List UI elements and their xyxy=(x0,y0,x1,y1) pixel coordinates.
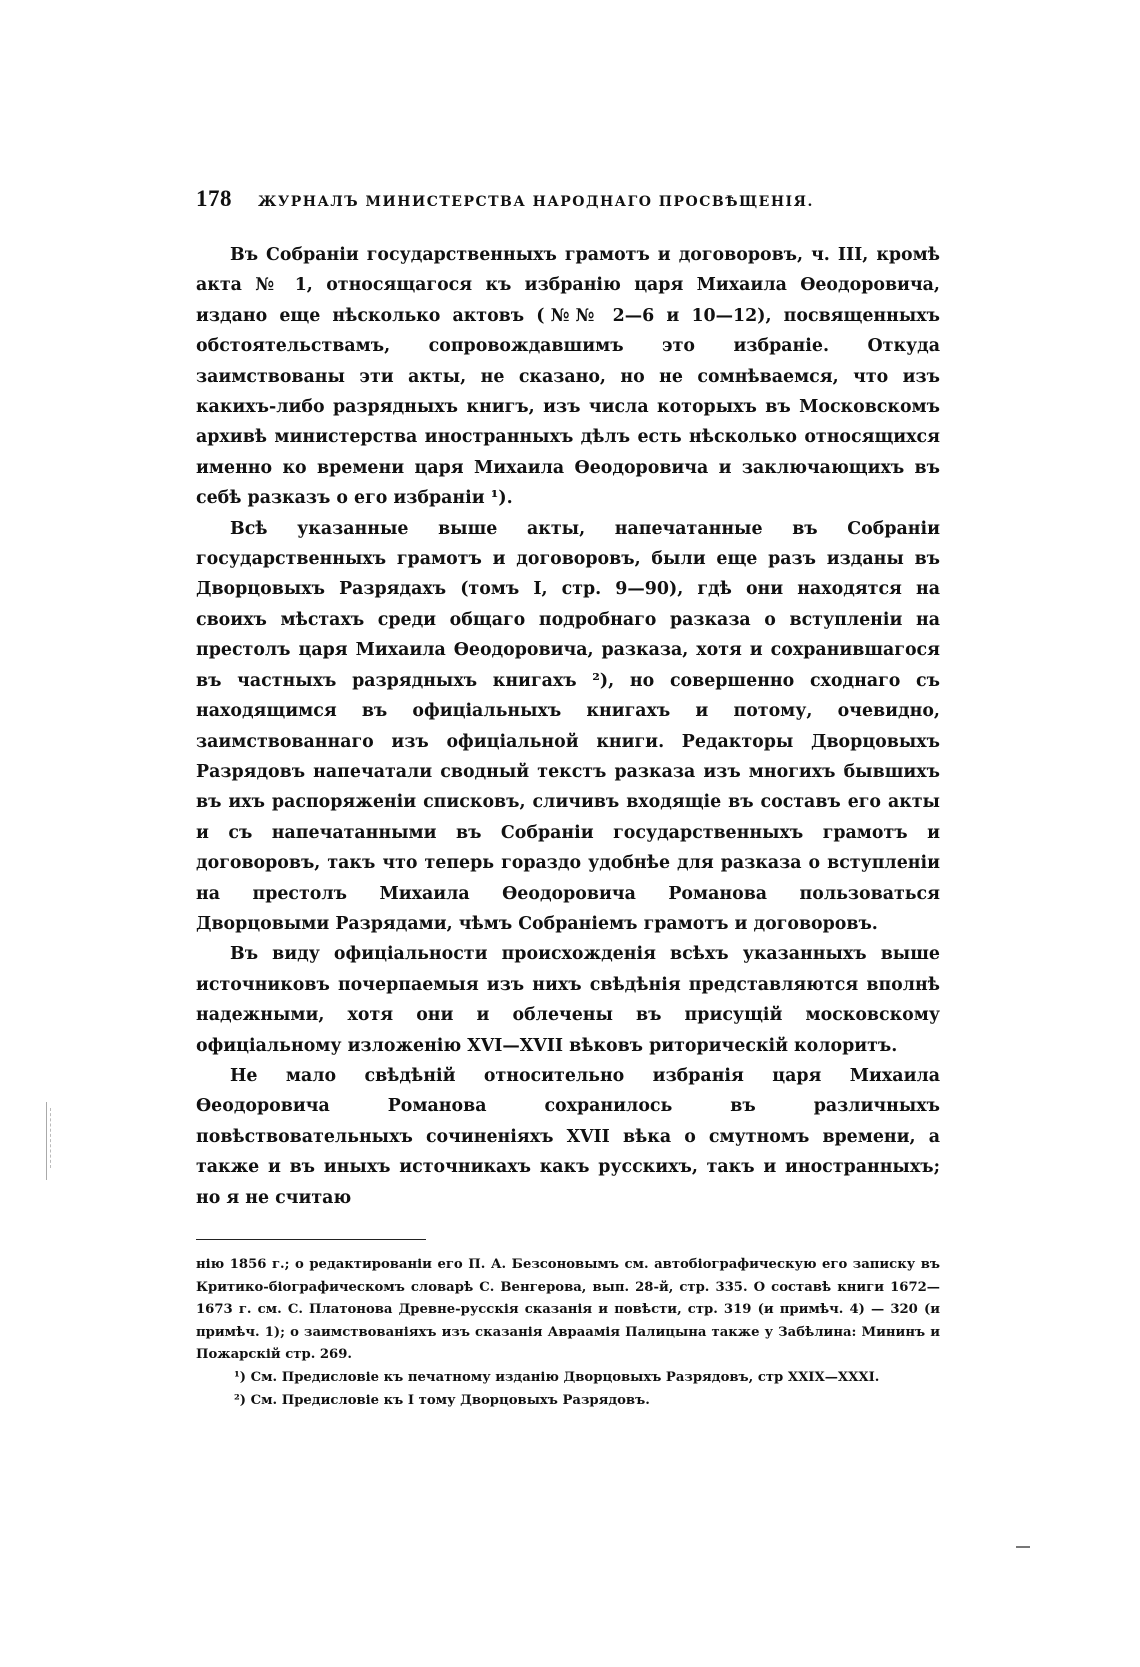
paragraph: Въ виду офиціальности происхожденія всѣхъ указанныхъ выше источниковъ почерпаемыя изъ нихъ свѣдѣнія представляются вполнѣ надежными, хотя они и облечены въ присущій московскому офиціальному изложенію XVI—XVII вѣковъ риторическій колоритъ. xyxy=(196,944,940,1056)
footnote-divider xyxy=(196,1239,426,1240)
page-header xyxy=(196,186,940,220)
page xyxy=(196,186,940,1408)
page-number: 178 xyxy=(196,186,232,211)
running-title: ЖУРНАЛЪ МИНИСТЕРСТВА НАРОДНАГО ПРОСВѢЩЕНІЯ. xyxy=(258,194,814,210)
paragraph: Не мало свѣдѣній относительно избранія царя Михаила Ѳеодоровича Романова сохранилось въ различныхъ повѣствовательныхъ сочиненіяхъ XVII вѣка о смутномъ времени, а также и въ иныхъ источникахъ какъ русскихъ, такъ и иностранныхъ; но я не считаю xyxy=(196,1065,940,1208)
footnote-1: ¹) См. Предисловіе къ печатному изданію Дворцовыхъ Разрядовъ, стр XXIX—XXXI. xyxy=(234,1369,880,1385)
paragraph: Въ Собраніи государственныхъ грамотъ и договоровъ, ч. III, кромѣ акта № 1, относящагося къ избранію царя Михаила Ѳеодоровича, издано еще нѣсколько актовъ (№№ 2—6 и 10—12), посвященныхъ обстоятельствамъ, сопровождавшимъ это избраніе. Откуда заимствованы эти акты, не сказано, но не сомнѣваемся, что изъ какихъ-либо разрядныхъ книгъ, изъ числа которыхъ въ Московскомъ архивѣ министерства иностранныхъ дѣлъ есть нѣсколько относящихся именно ко времени царя Михаила Ѳеодоровича и заключающихъ въ себѣ разказъ о его избраніи ¹). xyxy=(196,245,940,509)
margin-scan-mark xyxy=(46,1102,48,1180)
edge-scan-mark xyxy=(1016,1546,1030,1549)
paragraph: Всѣ указанные выше акты, напечатанные въ Собраніи государственныхъ грамотъ и договоровъ, были еще разъ изданы въ Дворцовыхъ Разрядахъ (томъ I, стр. 9—90), гдѣ они находятся на своихъ мѣстахъ среди общаго подробнаго разказа о вступленіи на престолъ царя Михаила Ѳеодоровича, разказа, хотя и сохранившагося въ частныхъ разрядныхъ книгахъ ²), но совершенно сходнаго съ находящимся въ офиціальныхъ книгахъ и потому, очевидно, заимствованнаго изъ офиціальной книги. Редакторы Дворцовыхъ Разрядовъ напечатали сводный текстъ разказа изъ многихъ бывшихъ въ ихъ распоряженіи списковъ, сличивъ входящіе въ составъ его акты и съ напечатанными въ Собраніи государственныхъ грамотъ и договоровъ, такъ что теперь гораздо удобнѣе для разказа о вступленіи на престолъ Михаила Ѳеодоровича Романова пользоваться Дворцовыми Разрядами, чѣмъ Собраніемъ грамотъ и договоровъ. xyxy=(196,518,940,934)
footnote-continuation: нію 1856 г.; о редактированіи его П. А. Безсоновымъ см. автобіографическую его записку въ Критико-біографическомъ словарѣ С. Венгерова, вып. 28-й, стр. 335. О составѣ книги 1672—1673 г. см. С. Платонова Древне-русскія сказанія и повѣсти, стр. 319 (и примѣч. 4) — 320 (и примѣч. 1); о заимствованіяхъ изъ сказанія Авраамія Палицына также у Забѣлина: Мининъ и Пожарскій стр. 269. xyxy=(196,1257,940,1363)
margin-scan-mark xyxy=(50,1108,52,1168)
footnotes xyxy=(196,1254,940,1412)
body-text xyxy=(196,240,940,1213)
footnote-2: ²) См. Предисловіе къ I тому Дворцовыхъ Разрядовъ. xyxy=(234,1392,650,1408)
